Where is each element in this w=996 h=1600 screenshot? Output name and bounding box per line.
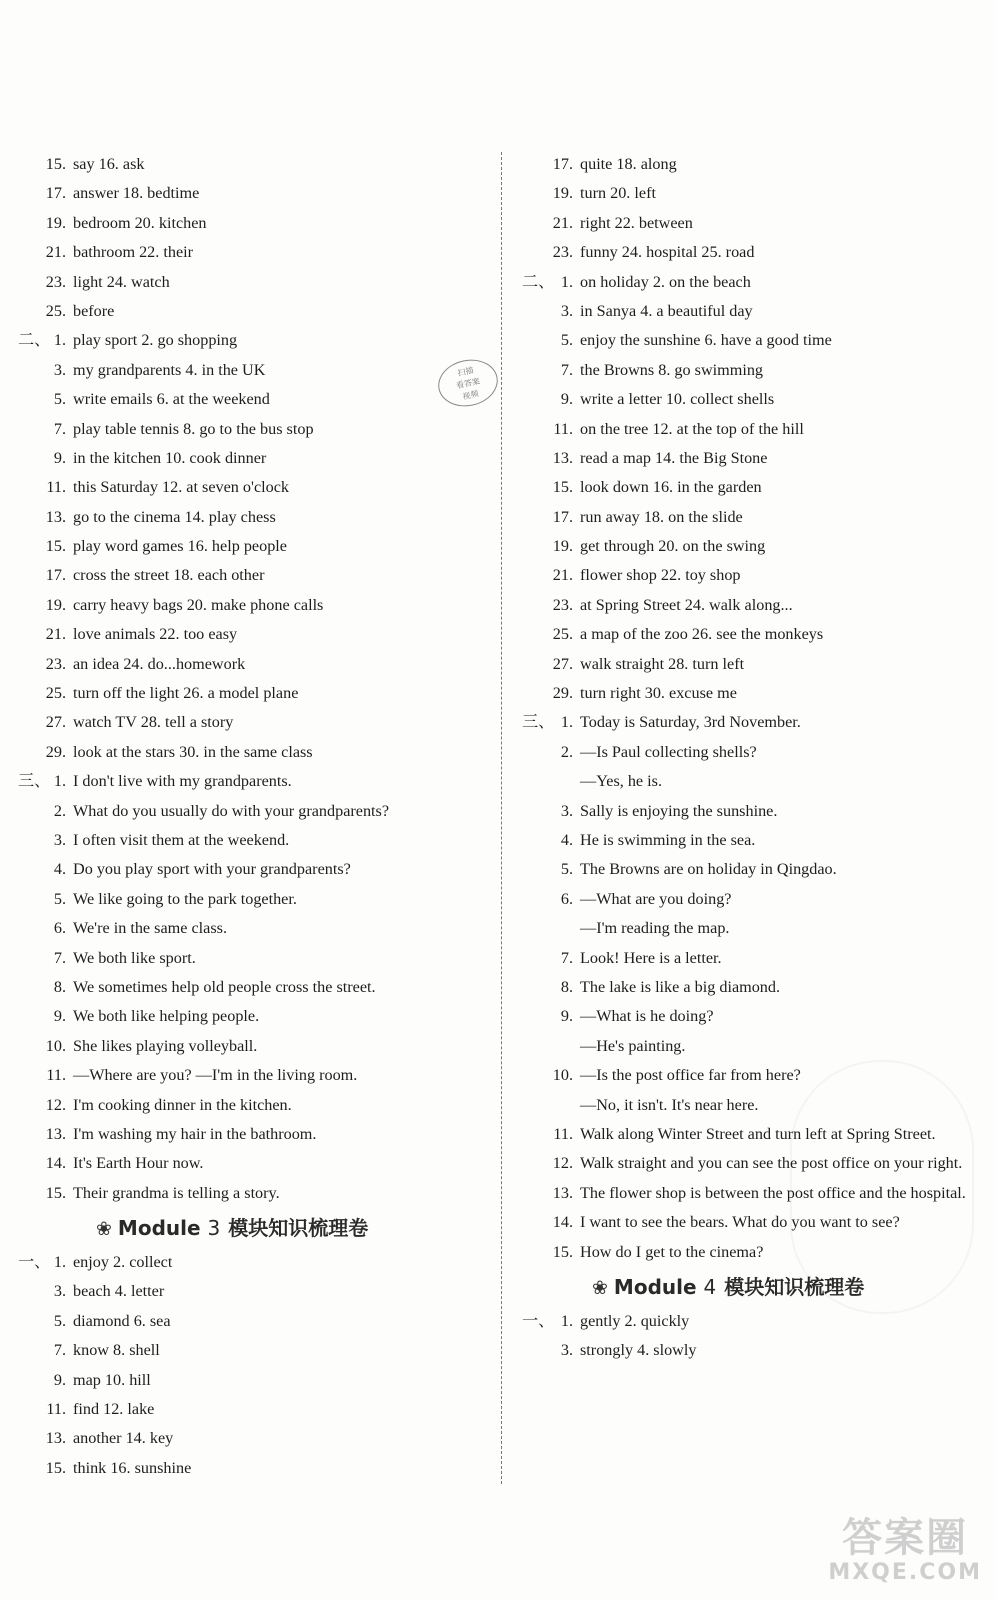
answer-line [18,473,488,502]
item-number: 3. [53,360,66,379]
item-number: 3. [53,1282,66,1301]
answer-text: bedroom 20. kitchen [73,213,207,232]
answer-text: find 12. lake [73,1400,155,1419]
answer-text: He is swimming in the sea. [580,830,756,849]
item-number: 10. [552,1066,573,1085]
answer-text: The lake is like a big diamond. [580,977,781,996]
answer-line [18,326,488,355]
section-marker: 一、 [522,1311,555,1330]
item-number: 5. [560,331,573,350]
answer-line [522,532,990,561]
item-number: 2. [560,742,573,761]
answer-text: love animals 22. too easy [73,625,238,644]
answer-text: turn 20. left [580,184,656,203]
answer-text: on holiday 2. on the beach [580,272,751,291]
answer-line [18,738,488,767]
item-number: 9. [560,1007,573,1026]
answer-line [18,885,488,914]
item-number: 15. [45,1458,66,1477]
answer-line [522,679,990,708]
answer-line [18,1091,488,1120]
answer-text: funny 24. hospital 25. road [580,243,755,262]
item-number: 1. [560,713,573,732]
answer-line [522,561,990,590]
item-number: 14. [552,1213,573,1232]
answer-line [18,1454,488,1483]
answer-text: —What is he doing? [580,1007,714,1026]
answer-line [522,1208,990,1237]
item-number: 3. [560,801,573,820]
answer-line [522,591,990,620]
item-number: 11. [553,1124,573,1143]
answer-line [522,1307,990,1336]
answer-text: turn off the light 26. a model plane [73,684,299,703]
item-number: 13. [45,1124,66,1143]
answer-text: —What are you doing? [580,889,732,908]
answer-line [522,209,990,238]
item-number: 6. [560,889,573,908]
answer-line [18,1179,488,1208]
answer-text: walk straight 28. turn left [580,654,745,673]
item-number: 3. [53,830,66,849]
module-word: Module [613,1274,704,1299]
answer-text: It's Earth Hour now. [73,1154,204,1173]
item-number: 21. [552,566,573,585]
item-number: 5. [53,390,66,409]
answer-text: We like going to the park together. [73,889,297,908]
item-number: 14. [45,1154,66,1173]
answer-text: carry heavy bags 20. make phone calls [73,595,324,614]
item-number: 7. [560,948,573,967]
answer-text: enjoy 2. collect [73,1253,173,1272]
item-number: 3. [560,301,573,320]
answer-text: The Browns are on holiday in Qingdao. [580,860,837,879]
item-number: 13. [45,1429,66,1448]
item-number: 4. [560,830,573,849]
answer-text: flower shop 22. toy shop [580,566,741,585]
answer-line [522,297,990,326]
item-number: 15. [552,478,573,497]
answer-line [18,209,488,238]
answer-text: look at the stars 30. in the same class [73,742,313,761]
answer-text: Walk along Winter Street and turn left at Spring Street. [580,1124,936,1143]
item-number: 17. [552,155,573,173]
item-number: 13. [552,1183,573,1202]
item-number: 17. [45,184,66,203]
module-number: 4 [703,1274,717,1299]
answer-text: another 14. key [73,1429,174,1448]
answer-line [522,1149,990,1178]
item-number: 19. [552,184,573,203]
item-number: 19. [552,537,573,556]
answer-line [18,797,488,826]
module-title: 模块知识梳理卷 [724,1274,865,1299]
answer-line [18,238,488,267]
answer-text: She likes playing volleyball. [73,1036,258,1055]
item-number: 19. [45,213,66,232]
answer-line [522,1179,990,1208]
answer-text: —Yes, he is. [580,772,663,791]
answer-text: look down 16. in the garden [580,478,762,497]
answer-text: right 22. between [580,213,693,232]
answer-text: in Sanya 4. a beautiful day [580,301,753,320]
answer-line [18,855,488,884]
item-number: 23. [552,243,573,262]
answer-text: The flower shop is between the post office and the hospital. [580,1183,966,1202]
answer-text: a map of the zoo 26. see the monkeys [580,625,824,644]
answer-line [18,503,488,532]
answer-text: think 16. sunshine [73,1458,192,1477]
item-number: 27. [45,713,66,732]
item-number: 9. [560,390,573,409]
item-number: 25. [45,684,66,703]
item-number: 23. [552,595,573,614]
item-number: 15. [45,155,66,173]
item-number: 25. [552,625,573,644]
answer-text: play word games 16. help people [73,537,287,556]
answer-line [522,767,990,796]
answer-text: —He's painting. [580,1036,686,1055]
answer-line [522,326,990,355]
answer-text: know 8. shell [73,1341,160,1360]
answer-line [522,738,990,767]
answer-text: quite 18. along [580,155,677,173]
answer-line [18,561,488,590]
item-number: 6. [53,919,66,938]
answer-line [18,179,488,208]
item-number: 21. [45,625,66,644]
answer-text: Sally is enjoying the sunshine. [580,801,778,820]
module-heading [18,1208,488,1248]
answer-line [522,444,990,473]
answer-line [18,914,488,943]
answer-text: the Browns 8. go swimming [580,360,764,379]
item-number: 23. [45,272,66,291]
item-number: 3. [560,1341,573,1360]
answer-text: Today is Saturday, 3rd November. [580,713,801,732]
item-number: 9. [53,1370,66,1389]
answer-text: map 10. hill [73,1370,151,1389]
answer-line [18,767,488,796]
answer-text: an idea 24. do...homework [73,654,246,673]
answer-line [18,944,488,973]
item-number: 12. [552,1154,573,1173]
answer-text: light 24. watch [73,272,170,291]
answer-line [18,1149,488,1178]
right-column [522,150,990,1366]
item-number: 8. [560,977,573,996]
answer-text: —Where are you? —I'm in the living room. [73,1066,358,1085]
answer-line [522,914,990,943]
answer-text: Their grandma is telling a story. [73,1183,280,1202]
answer-text: We're in the same class. [73,919,227,938]
answer-text: beach 4. letter [73,1282,165,1301]
item-number: 13. [552,448,573,467]
watermark-title: 答案圈 [842,1515,969,1561]
answer-text: read a map 14. the Big Stone [580,448,768,467]
answer-line [522,1061,990,1090]
item-number: 15. [45,537,66,556]
answer-line [18,1061,488,1090]
module-word: Module [117,1216,208,1241]
answer-line [522,1032,990,1061]
answer-line [18,1032,488,1061]
answer-line [18,356,488,385]
answer-text: my grandparents 4. in the UK [73,360,266,379]
item-number: 29. [552,684,573,703]
answer-line [522,150,990,179]
item-number: 15. [552,1242,573,1261]
item-number: 25. [45,301,66,320]
answer-line [522,268,990,297]
item-number: 21. [45,243,66,262]
item-number: 29. [45,742,66,761]
column-divider [501,152,502,1484]
answer-line [522,650,990,679]
answer-text: I'm washing my hair in the bathroom. [73,1124,317,1143]
answer-line [18,1395,488,1424]
item-number: 17. [45,566,66,585]
answer-text: get through 20. on the swing [580,537,766,556]
answer-text: on the tree 12. at the top of the hill [580,419,804,438]
module-number: 3 [207,1216,221,1241]
item-number: 7. [53,948,66,967]
answer-text: gently 2. quickly [580,1311,690,1330]
answer-line [522,1002,990,1031]
answer-line [18,532,488,561]
item-number: 1. [560,272,573,291]
answer-line [18,1424,488,1453]
answer-text: Walk straight and you can see the post office on your right. [580,1154,963,1173]
answer-text: strongly 4. slowly [580,1341,697,1360]
item-number: 1. [53,772,66,791]
paw-icon: ❀ [96,1218,112,1241]
answer-text: go to the cinema 14. play chess [73,507,276,526]
item-number: 23. [45,654,66,673]
item-number: 11. [46,1400,66,1419]
item-number: 1. [53,331,66,350]
answer-line [522,415,990,444]
section-marker: 二、 [522,272,555,291]
answer-line [522,797,990,826]
answer-text: write emails 6. at the weekend [73,390,270,409]
answer-line [522,473,990,502]
answer-line [18,268,488,297]
item-number: 27. [552,654,573,673]
answer-text: answer 18. bedtime [73,184,200,203]
item-number: 8. [53,977,66,996]
paw-icon: ❀ [592,1276,608,1299]
answer-text: diamond 6. sea [73,1311,171,1330]
site-watermark [828,1516,982,1586]
answer-line [522,885,990,914]
section-marker: 二、 [18,331,51,350]
answer-text: I'm cooking dinner in the kitchen. [73,1095,292,1114]
item-number: 5. [53,1311,66,1330]
item-number: 12. [45,1095,66,1114]
answer-line [522,385,990,414]
answer-text: We both like helping people. [73,1007,260,1026]
item-number: 21. [552,213,573,232]
watermark-url: MXQE.COM [828,1560,982,1585]
answer-line [18,444,488,473]
answer-line [18,650,488,679]
answer-text: What do you usually do with your grandparents? [73,801,390,820]
item-number: 9. [53,448,66,467]
answer-text: I don't live with my grandparents. [73,772,292,791]
scan-stamp: 扫描 看答案 视频 [434,354,502,411]
answer-text: I want to see the bears. What do you want to see? [580,1213,900,1232]
item-number: 9. [53,1007,66,1026]
answer-line [18,1307,488,1336]
answer-text: say 16. ask [73,155,145,173]
item-number: 7. [53,1341,66,1360]
answer-text: in the kitchen 10. cook dinner [73,448,267,467]
item-number: 7. [53,419,66,438]
item-number: 10. [45,1036,66,1055]
answer-line [18,1002,488,1031]
answer-line [522,1091,990,1120]
item-number: 13. [45,507,66,526]
answer-text: —Is the post office far from here? [580,1066,801,1085]
answer-text: We both like sport. [73,948,196,967]
answer-line [18,1248,488,1277]
item-number: 5. [560,860,573,879]
answer-text: How do I get to the cinema? [580,1242,764,1261]
left-column [18,150,488,1483]
section-marker: 三、 [522,713,555,732]
answer-line [18,620,488,649]
item-number: 7. [560,360,573,379]
answer-text: this Saturday 12. at seven o'clock [73,478,290,497]
item-number: 4. [53,860,66,879]
section-marker: 一、 [18,1253,51,1272]
answer-line [522,1336,990,1365]
item-number: 15. [45,1183,66,1202]
answer-line [18,708,488,737]
section-marker: 三、 [18,772,51,791]
answer-text: Look! Here is a letter. [580,948,722,967]
answer-text: I often visit them at the weekend. [73,830,290,849]
answer-line [522,356,990,385]
answer-line [18,973,488,1002]
answer-line [522,1238,990,1267]
answer-line [522,620,990,649]
answer-text: play table tennis 8. go to the bus stop [73,419,314,438]
answer-text: play sport 2. go shopping [73,331,238,350]
answer-line [522,855,990,884]
module-title: 模块知识梳理卷 [228,1216,369,1241]
answer-text: write a letter 10. collect shells [580,390,775,409]
answer-line [18,297,488,326]
answer-line [18,679,488,708]
item-number: 11. [553,419,573,438]
answer-line [18,150,488,179]
item-number: 19. [45,595,66,614]
answer-text: cross the street 18. each other [73,566,265,585]
answer-line [18,591,488,620]
item-number: 2. [53,801,66,820]
item-number: 1. [560,1311,573,1330]
answer-text: turn right 30. excuse me [580,684,737,703]
answer-line [18,1277,488,1306]
answer-line [522,708,990,737]
answer-line [18,1336,488,1365]
answer-text: enjoy the sunshine 6. have a good time [580,331,832,350]
item-number: 11. [46,478,66,497]
answer-text: We sometimes help old people cross the street. [73,977,376,996]
answer-line [522,179,990,208]
module-heading [522,1267,990,1307]
answer-line [522,944,990,973]
item-number: 5. [53,889,66,908]
answer-text: at Spring Street 24. walk along... [580,595,793,614]
item-number: 1. [53,1253,66,1272]
answer-line [522,826,990,855]
answer-text: —No, it isn't. It's near here. [580,1095,759,1114]
answer-line [18,1120,488,1149]
answer-line [18,415,488,444]
answer-text: before [73,301,115,320]
answer-line [522,503,990,532]
answer-line [18,826,488,855]
item-number: 11. [46,1066,66,1085]
answer-line [18,385,488,414]
answer-text: Do you play sport with your grandparents? [73,860,351,879]
answer-line [522,238,990,267]
answer-text: —I'm reading the map. [580,919,730,938]
answer-line [522,1120,990,1149]
answer-text: watch TV 28. tell a story [73,713,234,732]
answer-text: bathroom 22. their [73,243,194,262]
answer-text: —Is Paul collecting shells? [580,742,757,761]
item-number: 17. [552,507,573,526]
answer-line [18,1366,488,1395]
answer-text: run away 18. on the slide [580,507,743,526]
answer-line [522,973,990,1002]
